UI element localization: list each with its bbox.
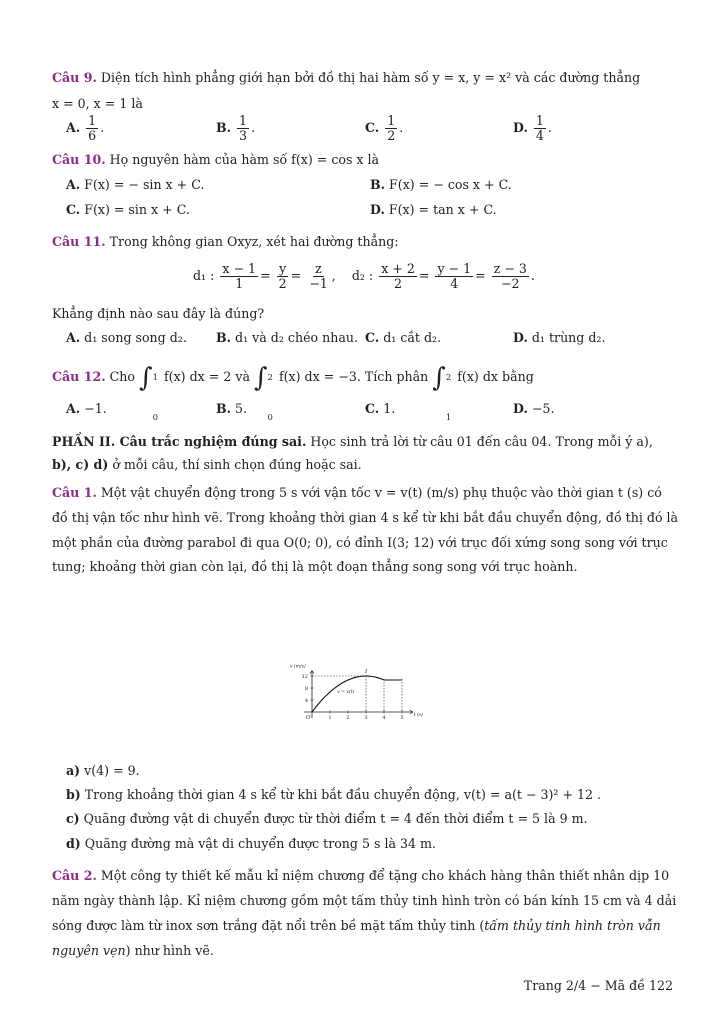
curve-label: v = v(t) (337, 689, 355, 695)
c1-line-4: tung; khoảng thời gian còn lại, đồ thị là một đoạn thẳng song song với trục hoành. (52, 559, 578, 574)
q9-stem-2: x = 0, x = 1 là (52, 96, 143, 111)
x-tick-label: 2 (346, 715, 350, 721)
x-axis-label: t (s) (413, 713, 423, 718)
q11-option-b[interactable]: B. d₁ và d₂ chéo nhau. (216, 330, 358, 345)
fraction: $\frac{1}{3}$ (239, 113, 248, 143)
c2-line-2: năm ngày thành lập. Kỉ niệm chương gồm một tấm thủy tinh hình tròn có bán kính 15 cm và 4 dải (52, 893, 677, 908)
page-footer: Trang 2/4 − Mã đề 122 (523, 978, 673, 993)
q10-text: Họ nguyên hàm của hàm số f(x) = cos x là (109, 152, 380, 167)
q11-question: Khẳng định nào sau đây là đúng? (52, 306, 265, 321)
q10-option-c[interactable]: C. F(x) = sin x + C. (66, 202, 190, 217)
c2-line-3: sóng được làm từ inox sơn trắng đặt nổi trên bề mặt tấm thủy tinh (tấm thủy tinh hình tròn vẫn (52, 918, 661, 933)
q11-option-c[interactable]: C. d₁ cắt d₂. (365, 330, 442, 345)
q9-option-d[interactable]: D. $\frac{1}{4}$ . (513, 113, 552, 143)
q11-option-d[interactable]: D. d₁ trùng d₂. (513, 330, 606, 345)
q11-option-a[interactable]: A. d₁ song song d₂. (66, 330, 187, 345)
c1-line-3: một phần của đường parabol đi qua O(0; 0), có đỉnh I(3; 12) với trục đối xứng song song với trục (52, 535, 668, 550)
q12-stem: Câu 12. Cho ∫ 1 0 f(x) dx = 2 và ∫ 2 0 f(x) dx = −3. Tích phân ∫ 2 1 f(x) dx bằng (52, 357, 534, 398)
y-tick-label: 4 (304, 697, 308, 704)
x-tick-label: 5 (400, 715, 404, 721)
fraction: $\frac{1}{2}$ (387, 113, 396, 143)
q12-option-c[interactable]: C. 1. (365, 401, 396, 416)
q11-equations: d₁ : $\frac{x - 1}{1}$ = $\frac{y}{2}$ = $\frac{z}{-1}$ , d₂ : $\frac{x + 2}{2}$ = $\frac{y - 1}{4}$ = $\frac{z - 3}{-2}$ . (193, 261, 535, 291)
c1-line-2: đồ thị vận tốc như hình vẽ. Trong khoảng thời gian 4 s kể từ khi bắt đầu chuyển động, đồ thị đó là (52, 510, 679, 525)
q10-option-d[interactable]: D. F(x) = tan x + C. (370, 202, 497, 217)
x-tick-label: 4 (382, 715, 386, 721)
vertex-label: I (365, 669, 368, 675)
q9-text: Diện tích hình phẳng giới hạn bởi đồ thị hai hàm số y = x, y = x² và các đường thẳng (100, 70, 641, 85)
c1-item-a[interactable]: a) v(4) = 9. (66, 763, 140, 778)
integral: ∫ 1 0 (139, 362, 158, 423)
c1-item-b[interactable]: b) Trong khoảng thời gian 4 s kể từ khi bắt đầu chuyển động, v(t) = a(t − 3)² + 12 . (66, 787, 602, 802)
q12-option-a[interactable]: A. −1. (66, 401, 107, 416)
c1-item-d[interactable]: d) Quãng đường mà vật di chuyển được trong 5 s là 34 m. (66, 836, 436, 851)
y-tick-label: 8 (304, 685, 308, 692)
c2-line-4: nguyên vẹn) như hình vẽ. (52, 943, 214, 958)
q10-option-a[interactable]: A. F(x) = − sin x + C. (66, 177, 205, 192)
x-tick-label: 1 (328, 715, 332, 721)
q10-option-b[interactable]: B. F(x) = − cos x + C. (370, 177, 512, 192)
integral: ∫ 2 1 (432, 362, 452, 423)
q9-option-b[interactable]: B. $\frac{1}{3}$ . (216, 113, 256, 143)
integral: ∫ 2 0 (253, 362, 273, 423)
q11-text: Trong không gian Oxyz, xét hai đường thẳng: (109, 234, 399, 249)
q12-option-b[interactable]: B. 5. (216, 401, 248, 416)
q11-label: Câu 11. (52, 234, 106, 249)
q9-option-c[interactable]: C. $\frac{1}{2}$ . (365, 113, 404, 143)
c1-item-c[interactable]: c) Quãng đường vật di chuyển được từ thời điểm t = 4 đến thời điểm t = 5 là 9 m. (66, 811, 588, 826)
c2-line-1: Câu 2. Một công ty thiết kế mẫu kỉ niệm chương để tặng cho khách hàng thân thiết nhân dịp 10 (52, 868, 670, 883)
part2-heading-2: b), c) d) ở mỗi câu, thí sinh chọn đúng hoặc sai. (52, 457, 362, 472)
fraction: $\frac{1}{6}$ (88, 113, 97, 143)
q9-option-a[interactable]: A. $\frac{1}{6}$ . (66, 113, 105, 143)
c2-label: Câu 2. (52, 868, 97, 883)
y-tick-label: 12 (301, 673, 308, 680)
q9-label: Câu 9. (52, 70, 97, 85)
fraction: $\frac{1}{4}$ (535, 113, 544, 143)
c1-line-1: Câu 1. Một vật chuyển động trong 5 s với vận tốc v = v(t) (m/s) phụ thuộc vào thời gian t (s) có (52, 485, 662, 500)
q12-label: Câu 12. (52, 369, 106, 384)
x-tick-label: 3 (364, 715, 368, 721)
q9-stem (52, 69, 672, 87)
q11-stem (52, 233, 672, 251)
part2-title: PHẦN II. Câu trắc nghiệm đúng sai. (52, 434, 307, 449)
q12-option-d[interactable]: D. −5. (513, 401, 555, 416)
origin-label: O (306, 715, 311, 721)
q10-label: Câu 10. (52, 152, 106, 167)
c1-label: Câu 1. (52, 485, 97, 500)
q10-stem (52, 151, 672, 169)
part2-heading: PHẦN II. Câu trắc nghiệm đúng sai. Học sinh trả lời từ câu 01 đến câu 04. Trong mỗi ý a), (52, 434, 653, 449)
velocity-graph (282, 584, 432, 729)
y-axis-label: v (m/s) (290, 664, 306, 670)
